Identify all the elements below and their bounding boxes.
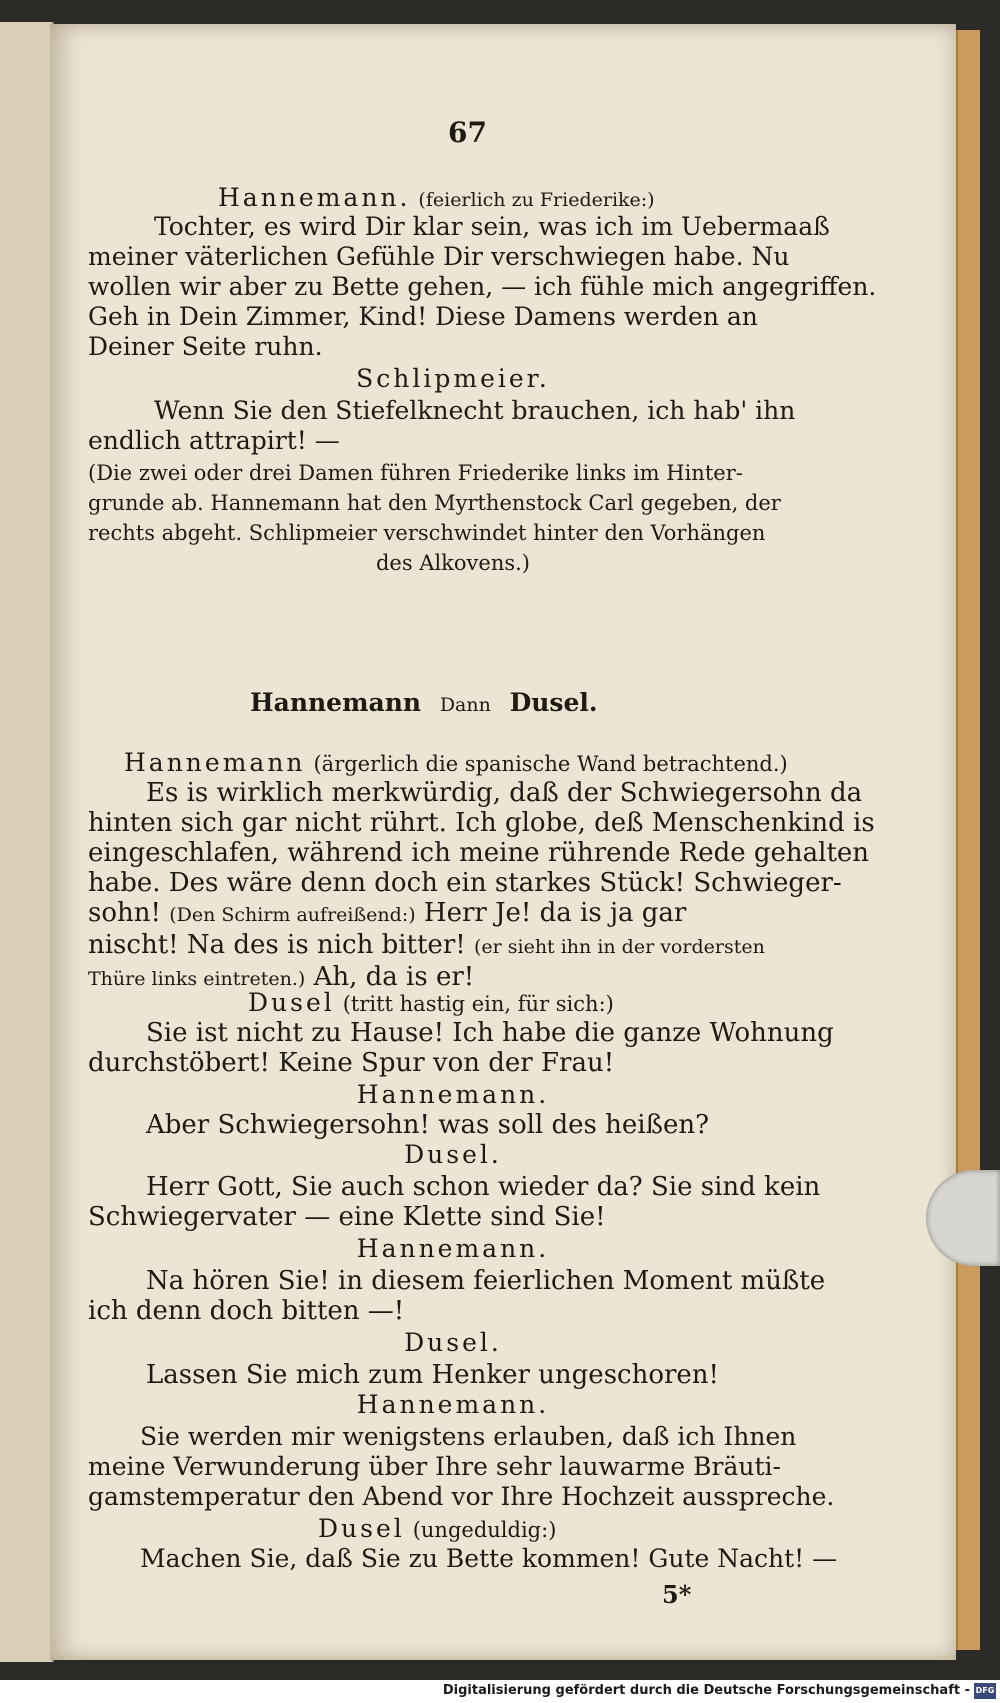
text-block [88,778,875,994]
stage-direction: (feierlich zu Friederike:) [418,189,655,211]
speaker-name: Hannemann [124,748,306,777]
dfg-logo: DFG [974,1683,996,1699]
text-block [88,1110,818,1140]
text-line: des Alkovens.) [375,551,531,575]
text-line: durchstöbert! Keine Spur von der Frau! [88,1048,615,1078]
text-block [88,1018,834,1078]
cast-name: Dusel. [509,688,598,717]
text-fragment: sohn! [88,898,161,928]
page-number: 67 [448,116,487,149]
text-line: rechts abgeht. Schlipmeier verschwindet hinter den Vorhängen [88,521,766,545]
text-fragment: Herr Je! da is ja gar [423,898,687,928]
text-line [88,930,818,962]
text-line: grunde ab. Hannemann hat den Myrthenstock Carl gegeben, der [88,491,781,515]
text-line: Lassen Sie mich zum Henker ungeschoren! [146,1360,720,1390]
text-line: Herr Gott, Sie auch schon wieder da? Sie sind kein [146,1172,821,1202]
text-line: Aber Schwiegersohn! was soll des heißen? [146,1110,710,1140]
text-line: eingeschlafen, während ich meine rührende Rede gehalten [88,838,870,868]
text-line: Schwiegervater — eine Klette sind Sie! [88,1202,606,1232]
text-line: habe. Des wäre denn doch ein starkes Stück! Schwieger- [88,868,842,898]
text-line: Sie werden mir wenigstens erlauben, daß ich Ihnen [140,1422,797,1451]
text-block [88,1266,826,1326]
speaker-name: Dusel [248,988,335,1017]
text-line [88,898,818,930]
text-line: Tochter, es wird Dir klar sein, was ich im Uebermaaß [154,212,830,241]
stage-direction: (Den Schirm aufreißend:) [169,904,416,926]
text-line: wollen wir aber zu Bette gehen, — ich fühle mich angegriffen. [88,272,877,301]
speaker-line [248,988,614,1019]
text-line: Na hören Sie! in diesem feierlichen Moment müßte [146,1266,826,1296]
text-line: (Die zwei oder drei Damen führen Friederike links im Hinter- [88,461,743,485]
text-block [88,1360,818,1390]
text-block [88,1544,838,1574]
text-line: endlich attrapirt! — [88,426,340,455]
footer-bar [0,1680,1000,1703]
stage-direction: (ungeduldig:) [412,1518,557,1542]
text-line: meine Verwunderung über Ihre sehr lauwarme Bräuti- [88,1452,781,1481]
text-block [88,1422,835,1512]
stage-direction-block [88,458,818,578]
text-line: ich denn doch bitten —! [88,1296,405,1326]
text-fragment: Ah, da is er! [313,962,475,992]
speaker-line [318,1514,556,1545]
text-block [88,212,877,362]
text-block [88,396,818,456]
stage-direction: (er sieht ihn in der vordersten [473,936,765,958]
speaker-name: Dusel. [404,1140,502,1169]
page-block-edge [956,30,980,1650]
text-line: Sie ist nicht zu Hause! Ich habe die ganze Wohnung [146,1018,834,1048]
speaker-name: Dusel [318,1514,405,1543]
text-line: Es is wirklich merkwürdig, daß der Schwiegersohn da [146,778,863,808]
text-block [88,1172,821,1232]
text-line: hinten sich gar nicht rührt. Ich globe, deß Menschenkind is [88,808,875,838]
speaker-name: Hannemann. [218,183,411,212]
cast-connector: Dann [439,694,491,716]
text-line: Deiner Seite ruhn. [88,332,323,361]
signature-mark: 5* [662,1580,692,1609]
speaker-name: Dusel. [404,1328,502,1357]
scene-cast [250,688,598,720]
previous-page-edge [0,22,54,1662]
text-line: Wenn Sie den Stiefelknecht brauchen, ich hab' ihn [154,396,796,425]
cast-name: Hannemann [250,688,422,717]
speaker-name: Schlipmeier. [356,364,550,393]
text-line: Geh in Dein Zimmer, Kind! Diese Damens werden an [88,302,758,331]
text-fragment: nischt! Na des is nich bitter! [88,930,466,960]
stage-direction: Thüre links eintreten.) [88,968,306,990]
text-line: Machen Sie, daß Sie zu Bette kommen! Gute Nacht! — [140,1544,838,1573]
stage-direction: (tritt hastig ein, für sich:) [342,992,614,1016]
speaker-line [124,748,788,779]
speaker-line [218,183,655,215]
speaker-name: Hannemann. [356,1234,550,1263]
speaker-name: Hannemann. [356,1390,550,1419]
stage-direction: (ärgerlich die spanische Wand betrachtend.) [313,752,788,776]
text-line: gamstemperatur den Abend vor Ihre Hochzeit ausspreche. [88,1482,835,1511]
text-line: meiner väterlichen Gefühle Dir verschwiegen habe. Nu [88,242,790,271]
funding-credit: Digitalisierung gefördert durch die Deutsche Forschungsgemeinschaft - [442,1683,970,1698]
speaker-name: Hannemann. [356,1080,550,1109]
